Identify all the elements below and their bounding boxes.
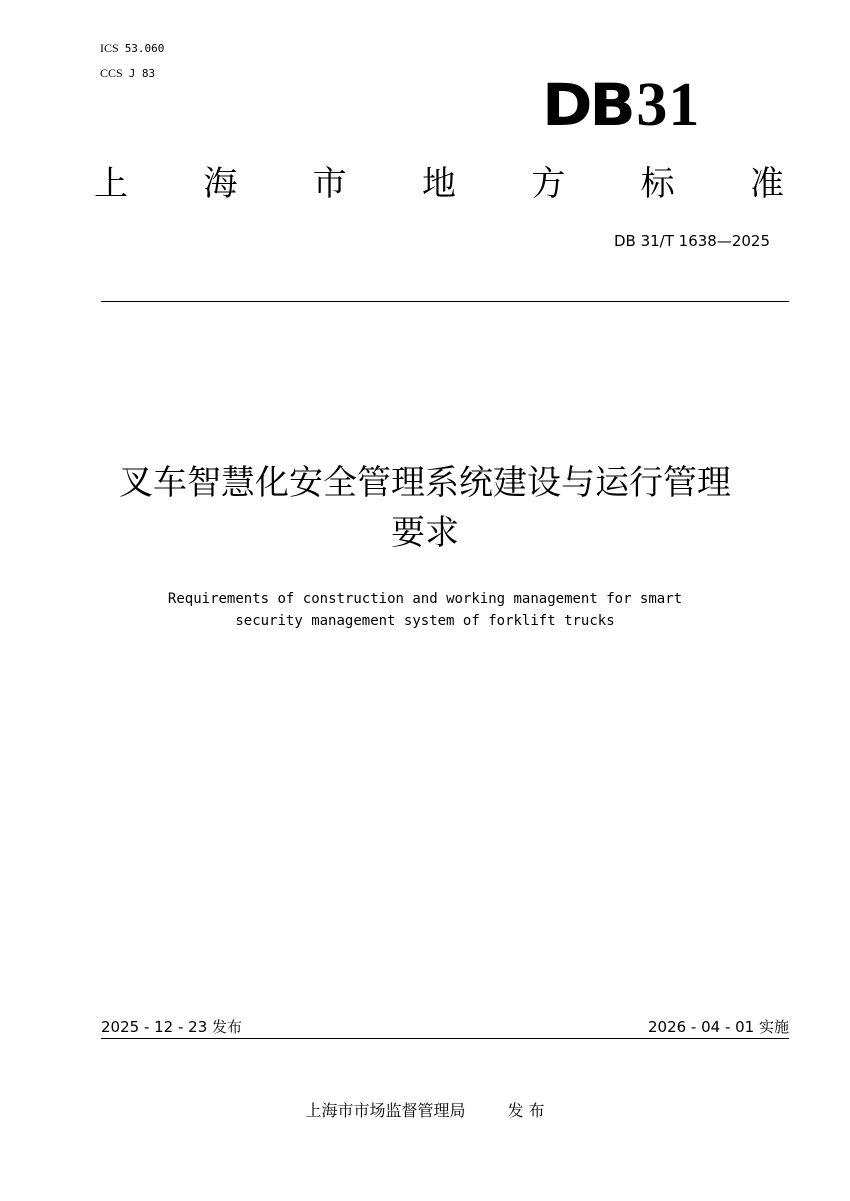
issuing-authority <box>0 1100 850 1122</box>
standard-type-char: 上 <box>94 164 128 204</box>
standard-number: DB 31/T 1638—2025 <box>613 232 770 250</box>
ics-number: 53.060 <box>124 42 165 55</box>
db-logo-number: 31 <box>636 71 701 139</box>
issuer-name: 上海市市场监督管理局 <box>305 1101 466 1120</box>
standard-type-char: 标 <box>640 164 675 204</box>
standard-type-char: 方 <box>531 164 566 204</box>
english-title-line-1: Requirements of construction and working management for smart <box>167 591 683 607</box>
chinese-title-line-1: 叉车智慧化安全管理系统建设与运行管理 <box>119 463 731 503</box>
implementation-date: 2026 - 04 - 01 实施 <box>647 1018 789 1036</box>
ccs-code <box>100 66 155 81</box>
release-date: 2025 - 12 - 23 发布 <box>101 1018 243 1036</box>
chinese-title <box>60 458 790 558</box>
standard-type-char: 市 <box>312 164 347 204</box>
ics-code <box>100 41 164 56</box>
english-title-line-2: security management system of forklift trucks <box>235 613 615 629</box>
ccs-label: CCS <box>100 66 123 80</box>
chinese-title-line-2: 要求 <box>391 513 459 553</box>
standard-type-char: 海 <box>203 164 238 204</box>
header-divider <box>101 301 789 302</box>
standard-type-heading <box>94 162 784 206</box>
english-title <box>60 588 790 632</box>
db-logo-letters: DB <box>542 71 633 139</box>
issuer-action: 发 布 <box>507 1101 545 1120</box>
ics-label: ICS <box>100 41 119 55</box>
ccs-number: J 83 <box>128 67 156 80</box>
standard-type-char: 准 <box>749 164 784 204</box>
standard-type-char: 地 <box>421 164 456 204</box>
db31-logo <box>542 71 732 139</box>
footer-divider <box>101 1038 789 1039</box>
